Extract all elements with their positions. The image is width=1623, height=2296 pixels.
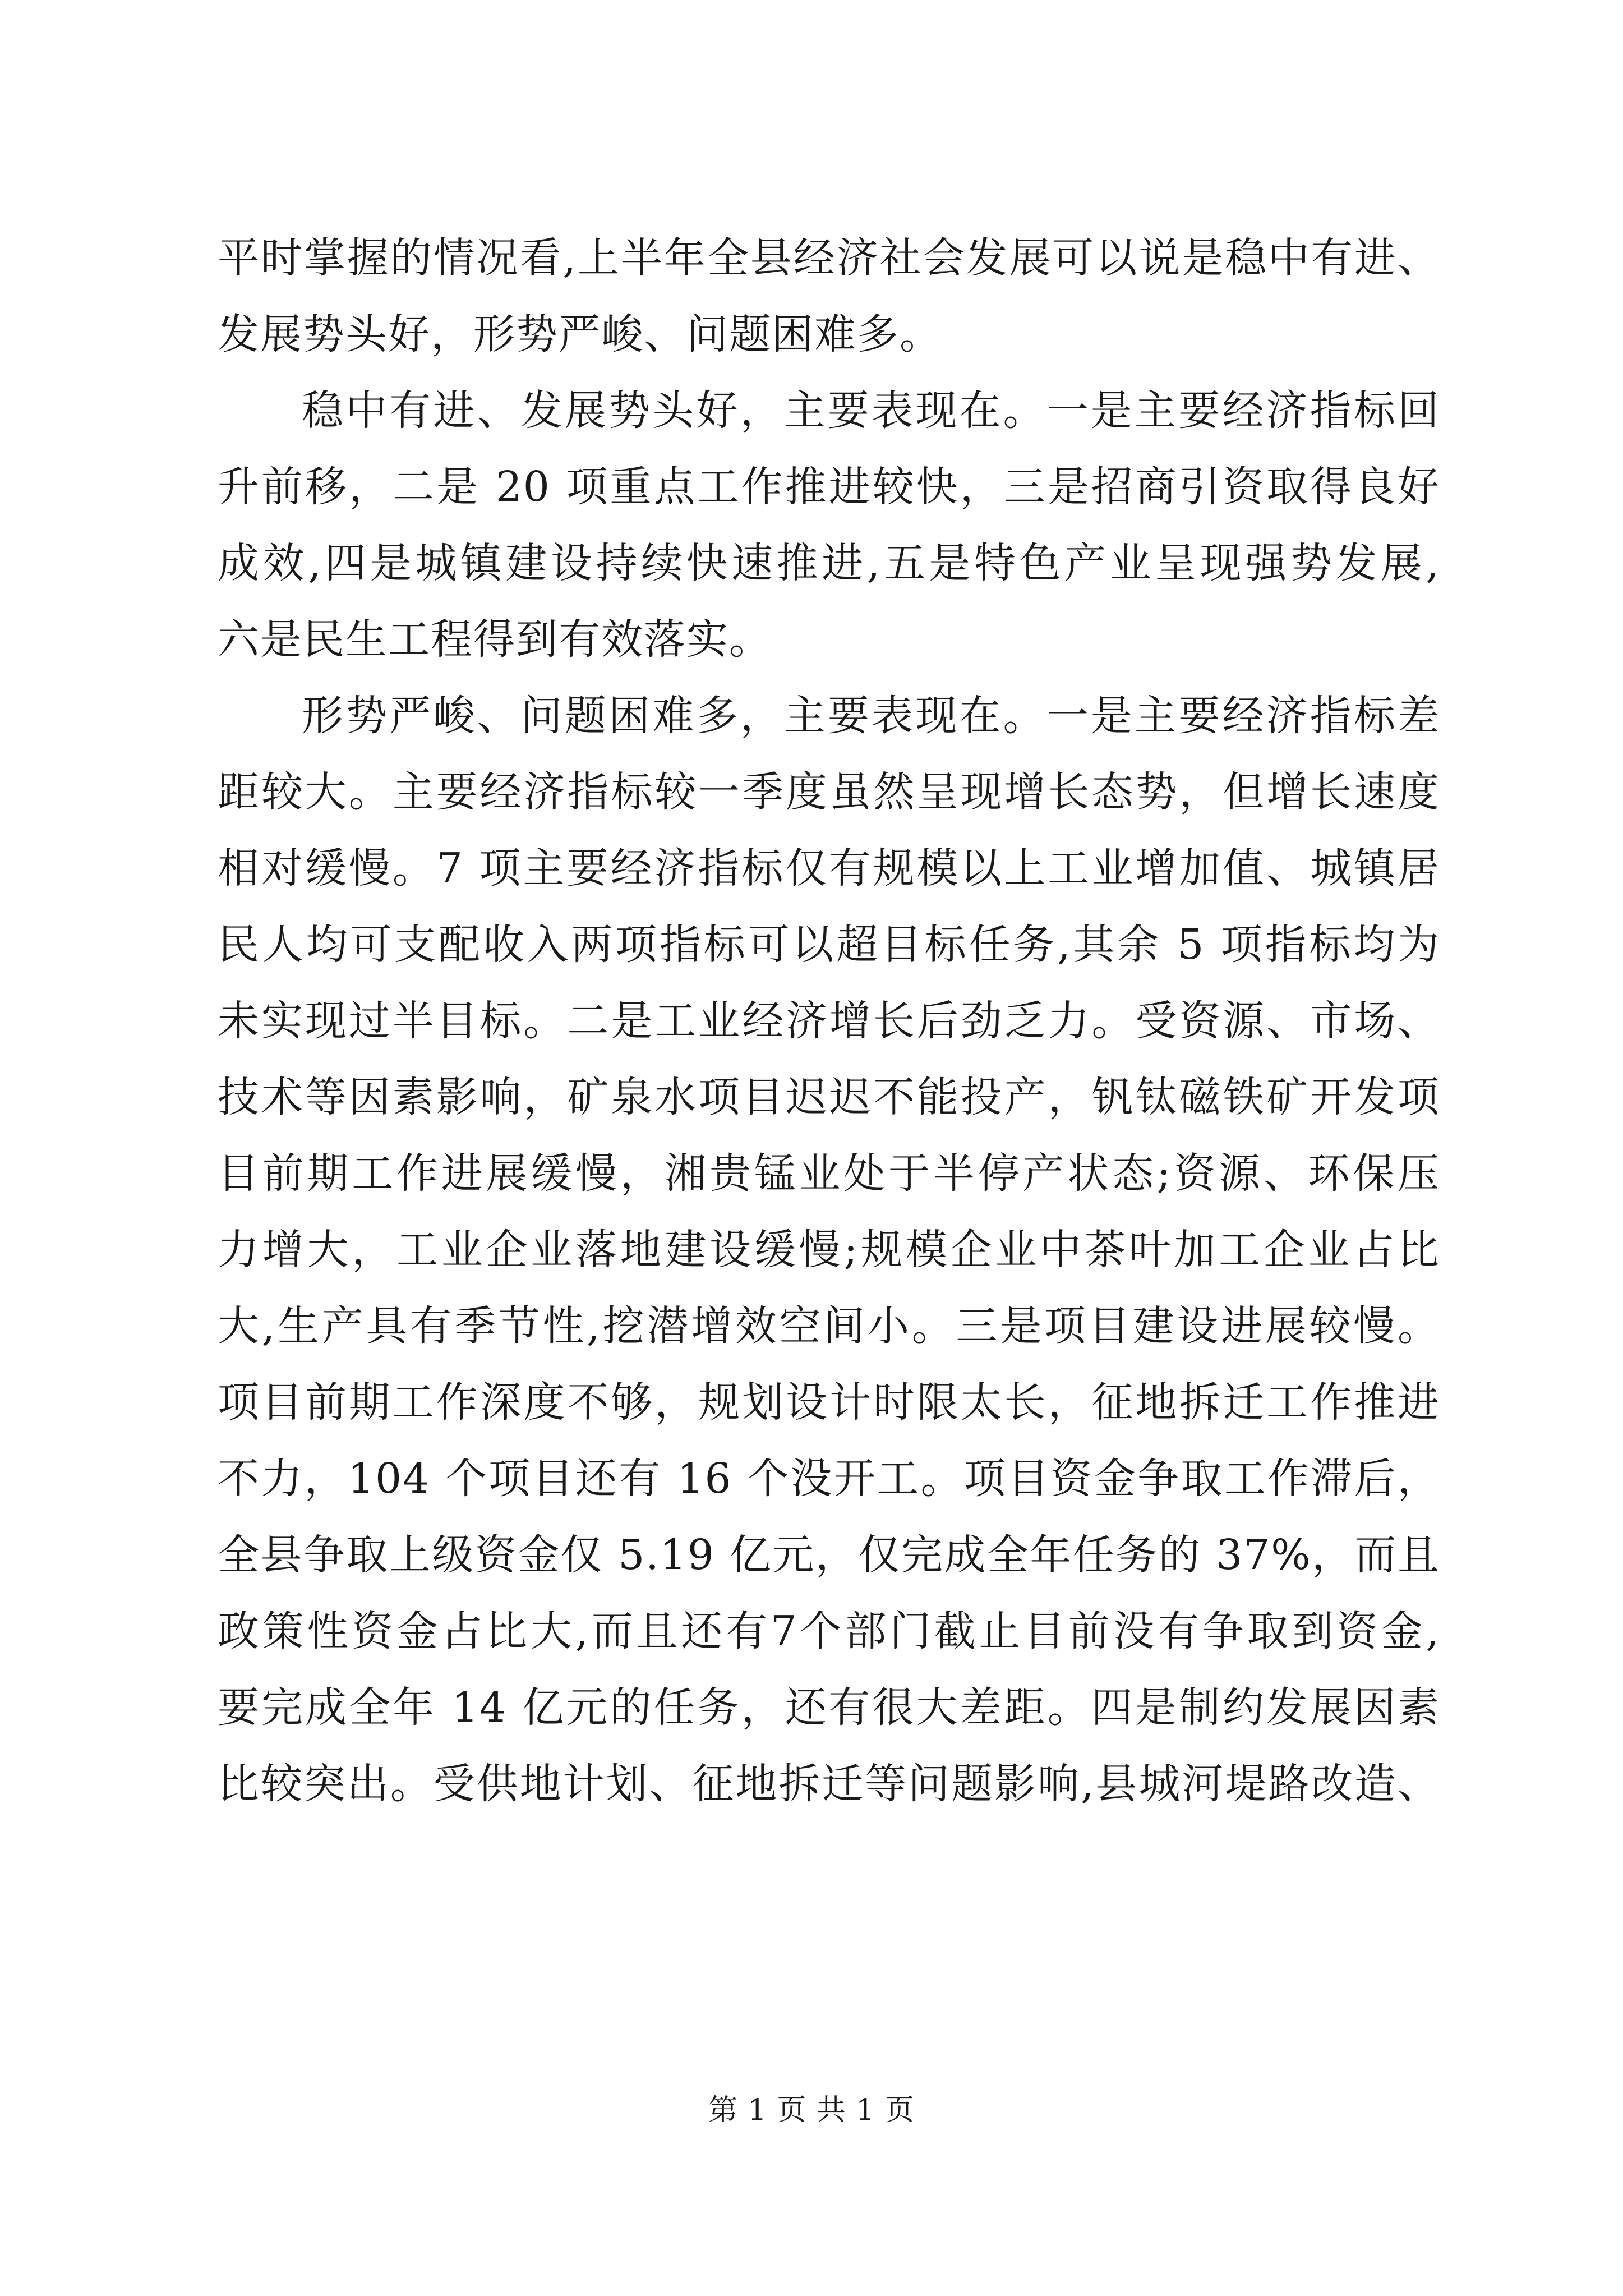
page-number-label: 第 1 页 共 1 页: [708, 2093, 915, 2127]
text-line: 政策性资金占比大,而且还有7个部门截止目前没有争取到资金,: [218, 1607, 1440, 1655]
text-line: 成效,四是城镇建设持续快速推进,五是特色产业呈现强势发展,: [218, 539, 1440, 587]
text-line: 平时掌握的情况看,上半年全县经济社会发展可以说是稳中有进、: [218, 234, 1440, 282]
text-line: 未实现过半目标。二是工业经济增长后劲乏力。受资源、市场、: [218, 997, 1440, 1045]
text-line: 民人均可支配收入两项指标可以超目标任务,其余 5 项指标均为: [218, 921, 1440, 969]
text-line: 大,生产具有季节性,挖潜增效空间小。三是项目建设进展较慢。: [218, 1302, 1440, 1350]
text-line: 目前期工作进展缓慢，湘贵锰业处于半停产状态;资源、环保压: [218, 1149, 1440, 1198]
text-line: 六是民生工程得到有效落实。: [218, 615, 772, 664]
text-line: 发展势头好，形势严峻、问题困难多。: [218, 310, 942, 358]
text-line: 升前移，二是 20 项重点工作推进较快，三是招商引资取得良好: [218, 463, 1440, 511]
text-line: 相对缓慢。7 项主要经济指标仅有规模以上工业增加值、城镇居: [218, 844, 1440, 892]
text-line: 不力，104 个项目还有 16 个没开工。项目资金争取工作滞后，: [218, 1455, 1440, 1503]
text-line: 项目前期工作深度不够，规划设计时限太长，征地拆迁工作推进: [218, 1378, 1440, 1427]
text-line: 比较突出。受供地计划、征地拆迁等问题影响,县城河堤路改造、: [218, 1760, 1440, 1808]
text-line: 技术等因素影响，矿泉水项目迟迟不能投产，钒钛磁铁矿开发项: [218, 1073, 1440, 1121]
text-line: 全县争取上级资金仅 5.19 亿元，仅完成全年任务的 37%，而且: [218, 1531, 1440, 1579]
paragraph-start-line: 稳中有进、发展势头好，主要表现在。一是主要经济指标回: [302, 386, 1440, 435]
text-line: 距较大。主要经济指标较一季度虽然呈现增长态势，但增长速度: [218, 768, 1440, 816]
body-text: [218, 220, 1440, 1822]
page-footer: [0, 2088, 1623, 2133]
paragraph-start-line: 形势严峻、问题困难多，主要表现在。一是主要经济指标差: [302, 692, 1440, 740]
text-line: 力增大，工业企业落地建设缓慢;规模企业中茶叶加工企业占比: [218, 1226, 1440, 1274]
text-line: 要完成全年 14 亿元的任务，还有很大差距。四是制约发展因素: [218, 1683, 1440, 1732]
